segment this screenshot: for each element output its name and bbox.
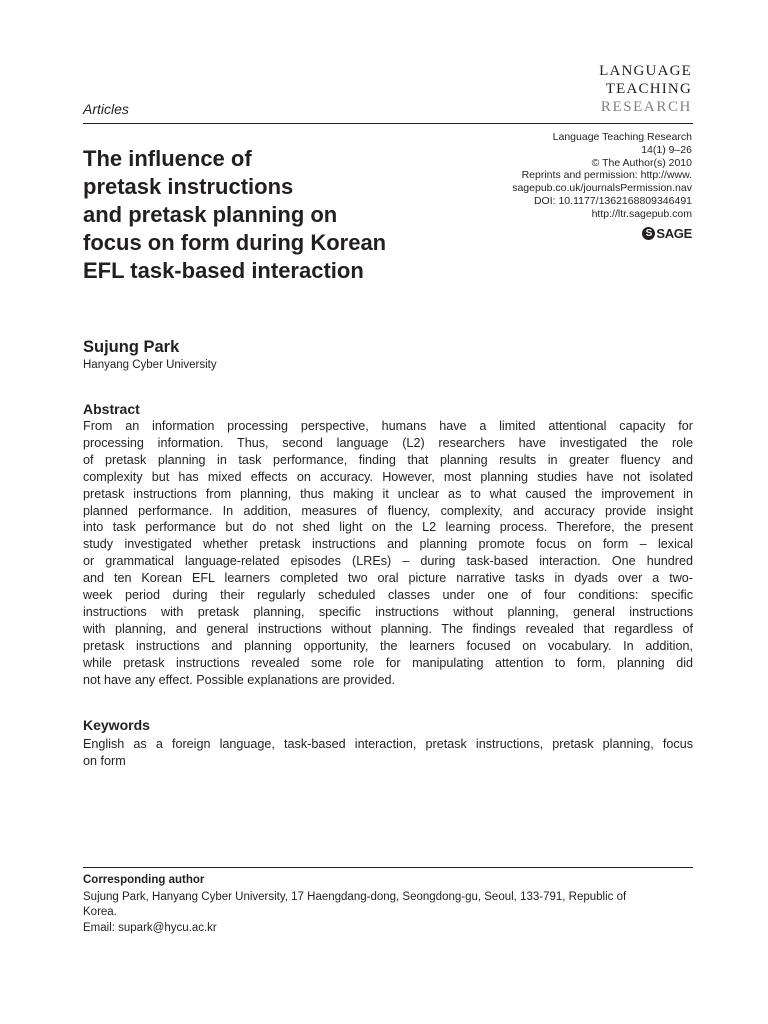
abstract-body xyxy=(83,418,693,689)
journal-logo-line-3: RESEARCH xyxy=(600,99,692,115)
author-name: Sujung Park xyxy=(83,338,180,356)
meta-journal: Language Teaching Research xyxy=(552,131,692,143)
abstract-line: From an information processing perspective, humans have a limited attentional capacity for xyxy=(83,419,693,433)
header-divider xyxy=(83,123,693,124)
title-line: The influence of xyxy=(83,146,252,171)
publisher-logo xyxy=(642,226,692,241)
abstract-line: week period during their regularly scheduled classes under one of four conditions: specific xyxy=(83,588,693,603)
abstract-line: of pretask planning in task performance, finding that planning results in greater fluency and xyxy=(83,452,693,467)
sage-icon: S xyxy=(642,227,655,240)
abstract-heading: Abstract xyxy=(83,401,140,417)
abstract-line: while pretask instructions revealed some role for manipulating attention to form, planning did xyxy=(83,655,693,670)
keywords-heading: Keywords xyxy=(83,717,150,733)
abstract-line: pretask instructions from planning, thus making it unclear as to what caused the improvement in xyxy=(83,486,693,501)
keywords-line: on form xyxy=(83,753,126,768)
title-line: pretask instructions xyxy=(83,174,294,199)
abstract-line: into task performance but do not shed light on the L2 learning process. Therefore, the present xyxy=(83,520,693,535)
keywords-line: English as a foreign language, task-based interaction, pretask instructions, pretask planning, focus xyxy=(83,737,693,751)
corresponding-author-heading: Corresponding author xyxy=(83,874,205,886)
abstract-line: not have any effect. Possible explanations are provided. xyxy=(83,672,396,687)
journal-logo-line-1: LANGUAGE xyxy=(599,63,692,79)
meta-reprints-line-2[interactable]: sagepub.co.uk/journalsPermission.nav xyxy=(512,182,692,195)
article-title xyxy=(83,145,483,285)
meta-reprints-line-1[interactable]: Reprints and permission: http://www. xyxy=(521,169,692,182)
abstract-line: complexity but has mixed effects on accuracy. However, most planning studies have not isolated xyxy=(83,469,693,484)
abstract-line: with planning, and general instructions without planning. The findings revealed that regardless of xyxy=(83,621,693,636)
abstract-line: study investigated whether pretask instructions and planning promote focus on form – lexical xyxy=(83,537,693,552)
abstract-line: or grammatical language-related episodes (LREs) – during task-based interaction. One hundred xyxy=(83,554,693,569)
abstract-line: processing information. Thus, second language (L2) researchers have investigated the role xyxy=(83,435,693,450)
meta-url[interactable]: http://ltr.sagepub.com xyxy=(591,207,692,220)
keywords-body xyxy=(83,736,693,770)
corresponding-author-details xyxy=(83,890,693,936)
corresponding-author-address: Sujung Park, Hanyang Cyber University, 17 Haengdang-dong, Seongdong-gu, Seoul, 133-791, Republic of xyxy=(83,891,627,903)
title-line: EFL task-based interaction xyxy=(83,258,364,283)
journal-logo xyxy=(599,62,692,116)
meta-doi[interactable]: DOI: 10.1177/1362168809346491 xyxy=(533,194,692,207)
corresponding-author-address-cont: Korea. xyxy=(83,906,117,919)
journal-logo-line-2: TEACHING xyxy=(605,81,692,97)
title-line: and pretask planning on xyxy=(83,202,338,227)
section-label: Articles xyxy=(83,101,129,117)
abstract-line: planned performance. In addition, measures of fluency, complexity, and accuracy provide insight xyxy=(83,503,693,518)
abstract-line: instructions with pretask planning, specific instructions without planning, general instructions xyxy=(83,604,693,619)
meta-copyright: © The Author(s) 2010 xyxy=(591,156,692,169)
abstract-line: pretask instructions and planning opportunity, the learners focused on vocabulary. In addition, xyxy=(83,638,693,653)
publisher-name: SAGE xyxy=(656,226,692,241)
footer-divider xyxy=(83,867,693,868)
author-affiliation: Hanyang Cyber University xyxy=(83,359,217,371)
meta-issue: 14(1) 9–26 xyxy=(641,143,692,156)
abstract-line: and ten Korean EFL learners completed two oral picture narrative tasks in dyads over a two- xyxy=(83,571,693,586)
title-line: focus on form during Korean xyxy=(83,230,387,255)
corresponding-author-email[interactable]: Email: supark@hycu.ac.kr xyxy=(83,921,217,934)
